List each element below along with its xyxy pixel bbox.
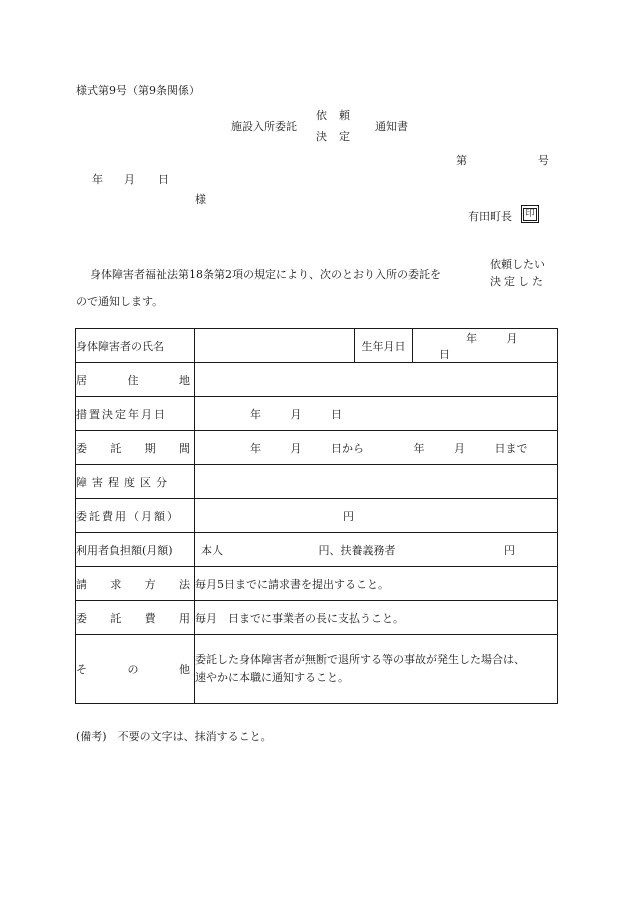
label-payment-char3: 費 <box>144 611 156 625</box>
other-value-line1: 委託した身体障害者が無断で退所する等の事故が発生した場合は、 <box>195 653 525 666</box>
label-other-char1: そ <box>76 663 87 676</box>
label-billing-char2: 求 <box>110 577 122 591</box>
label-payment-char4: 用 <box>178 611 190 625</box>
burden-self: 本人 <box>201 543 223 557</box>
period-end-month: 月 <box>454 441 465 455</box>
label-period-char1: 委 <box>76 441 87 455</box>
decision-year: 年 <box>250 407 261 421</box>
label-period <box>76 431 195 465</box>
user-burden-field[interactable] <box>195 533 558 567</box>
title-main: 施設入所委託 <box>231 120 297 133</box>
issue-date-year: 年 <box>92 173 103 186</box>
billing-value: 毎月5日までに請求書を提出すること。 <box>195 567 558 601</box>
document-number-prefix: 第 <box>456 154 467 167</box>
label-period-char2: 託 <box>110 441 122 455</box>
label-birthdate: 生年月日 <box>355 329 413 363</box>
label-billing <box>76 567 195 601</box>
seal-character: 印 <box>525 208 535 219</box>
label-disability-level: 障害程度区分 <box>76 465 195 499</box>
birth-day: 日 <box>439 347 450 361</box>
details-table <box>75 328 558 704</box>
addressee-honorific: 様 <box>195 193 206 206</box>
label-address-char1: 居 <box>76 373 87 387</box>
period-start-month: 月 <box>290 441 302 455</box>
fee-field[interactable] <box>195 499 558 533</box>
table-row-decision-date <box>76 397 558 431</box>
table-row-period <box>76 431 558 465</box>
label-address-char3: 地 <box>179 373 190 387</box>
label-billing-char3: 方 <box>144 577 156 591</box>
body-option-decision: 決定した <box>490 275 546 288</box>
decision-month: 月 <box>290 407 302 421</box>
body-text-line1: 身体障害者福祉法第18条第2項の規定により、次のとおり入所の委託を <box>90 268 441 281</box>
name-field[interactable] <box>195 329 355 363</box>
birthdate-field[interactable] <box>413 329 558 363</box>
issue-date-day: 日 <box>158 173 169 186</box>
form-number-label: 様式第9号（第9条関係） <box>76 84 200 97</box>
table-row-address <box>76 363 558 397</box>
body-text-line2: ので通知します。 <box>76 295 164 308</box>
fee-unit: 円 <box>343 509 354 523</box>
period-field[interactable] <box>195 431 558 465</box>
table-row-name <box>76 329 558 363</box>
issuer-name: 有田町長 <box>468 210 512 223</box>
table-row-user-burden <box>76 533 558 567</box>
label-period-char4: 間 <box>178 441 190 455</box>
label-payment-char1: 委 <box>76 611 87 625</box>
table-row-billing <box>76 567 558 601</box>
label-decision-date: 措置決定年月日 <box>76 397 195 431</box>
period-end-year: 年 <box>413 441 425 455</box>
table-row-other <box>76 635 558 704</box>
issue-date-month: 月 <box>124 173 135 186</box>
title-option-request: 依頼 <box>316 109 362 122</box>
table-row-disability-level <box>76 465 558 499</box>
body-option-request: 依頼したい <box>490 258 545 271</box>
period-end-day: 日まで <box>494 441 528 455</box>
decision-date-field[interactable] <box>195 397 558 431</box>
label-other <box>76 635 195 704</box>
other-value-line2: 速やかに本職に通知すること。 <box>195 671 349 684</box>
label-address <box>76 363 195 397</box>
seal-stamp <box>521 205 539 223</box>
address-field[interactable] <box>195 363 558 397</box>
label-name: 身体障害者の氏名 <box>76 329 195 363</box>
other-value <box>195 635 558 704</box>
decision-day: 日 <box>331 407 342 421</box>
birth-month: 月 <box>506 331 518 345</box>
period-start-year: 年 <box>250 441 261 455</box>
table-row-fee <box>76 499 558 533</box>
label-address-char2: 住 <box>127 373 139 387</box>
label-payment <box>76 601 195 635</box>
footer-note: (備考) 不要の文字は、抹消すること。 <box>76 730 272 743</box>
label-payment-char2: 託 <box>110 611 122 625</box>
burden-yen: 円 <box>504 543 515 557</box>
label-user-burden: 利用者負担額(月額) <box>76 533 195 567</box>
label-other-char2: の <box>127 663 139 676</box>
payment-value: 毎月 日までに事業者の長に支払うこと。 <box>195 601 558 635</box>
period-start-day: 日から <box>331 441 364 455</box>
label-period-char3: 期 <box>144 441 156 455</box>
label-other-char3: 他 <box>179 663 190 676</box>
document-number-suffix: 号 <box>538 154 549 167</box>
birth-year: 年 <box>466 331 477 345</box>
title-tail: 通知書 <box>375 120 408 133</box>
label-billing-char1: 請 <box>76 577 87 591</box>
label-billing-char4: 法 <box>178 577 190 591</box>
label-fee: 委託費用（月額） <box>76 499 195 533</box>
disability-level-field[interactable] <box>195 465 558 499</box>
burden-yen-guardian: 円、扶養義務者 <box>318 543 396 557</box>
table-row-payment <box>76 601 558 635</box>
title-option-decision: 決定 <box>316 130 362 143</box>
